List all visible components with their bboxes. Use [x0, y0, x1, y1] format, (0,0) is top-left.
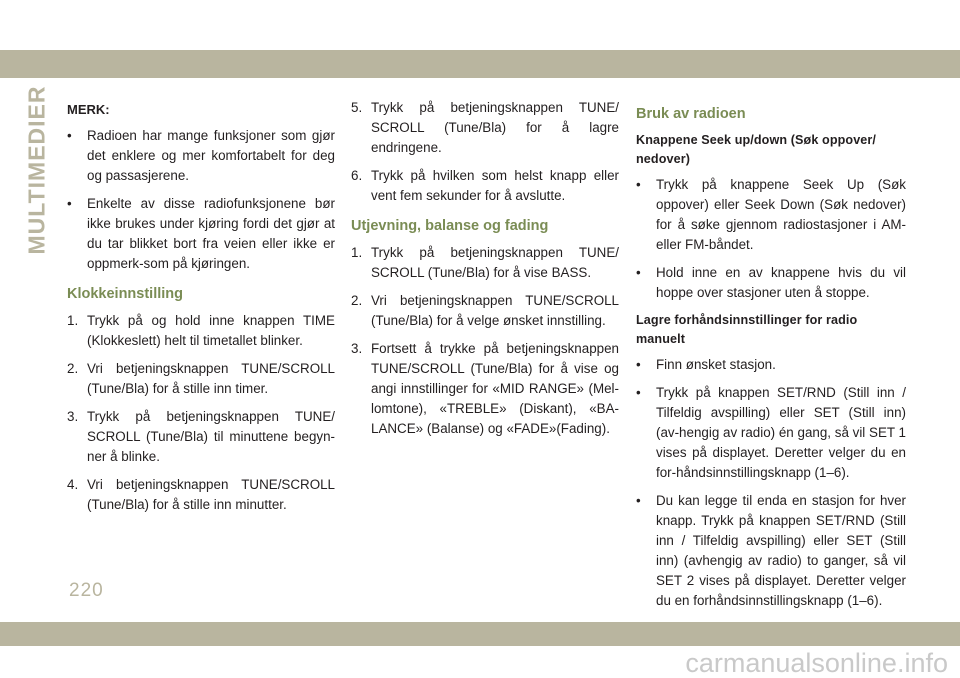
footer-bar — [0, 622, 960, 646]
step-number: 1. — [351, 245, 363, 260]
step-number: 3. — [351, 341, 363, 356]
clock-step — [67, 407, 335, 467]
page-number: 220 — [69, 580, 104, 601]
chapter-tab-label: MULTIMEDIER — [23, 85, 50, 255]
note-bullet — [67, 194, 335, 274]
column-2 — [351, 98, 619, 447]
step-number: 1. — [67, 313, 79, 328]
column-3 — [636, 98, 906, 619]
step-text: Trykk på betjeningsknappen TUNE/ SCROLL (Tune/Bla) for å lagre endringene. — [371, 100, 619, 155]
note-label: MERK: — [67, 102, 110, 117]
bullet-marker: • — [67, 196, 72, 211]
step-number: 6. — [351, 168, 363, 183]
eq-step — [351, 291, 619, 331]
step-text: Vri betjeningsknappen TUNE/SCROLL (Tune/Bla) for å stille inn minutter. — [87, 477, 335, 512]
bullet-marker: • — [636, 265, 641, 280]
preset-bullet — [636, 383, 906, 483]
note-bullet — [67, 126, 335, 186]
step-number: 2. — [67, 361, 79, 376]
section-title-radio: Bruk av radioen — [636, 106, 746, 122]
clock-step — [351, 98, 619, 158]
header-band — [0, 0, 960, 78]
bullet-text: Finn ønsket stasjon. — [656, 357, 776, 372]
clock-step — [351, 166, 619, 206]
bullet-text: Du kan legge til enda en stasjon for hver knapp. Trykk på knappen SET/RND (Still inn / Tilfeldig avspilling) eller SET (Still inn) (avhengig av radio) to ganger, så vil SET 2 vises på displayet. Deretter velger du en forhåndsinnstillingsknapp (1–6). — [656, 493, 906, 608]
clock-step — [67, 359, 335, 399]
section-title-equalizer: Utjevning, balanse og fading — [351, 218, 549, 234]
note-bullet-text: Enkelte av disse radiofunksjonene bør ikke brukes under kjøring fordi det gjør at du tar blikket bort fra veien eller ikke er oppmerk-som på kjøringen. — [87, 196, 335, 271]
bullet-text: Hold inne en av knappene hvis du vil hoppe over stasjoner uten å stoppe. — [656, 265, 906, 300]
bullet-text: Trykk på knappen SET/RND (Still inn / Tilfeldig avspilling) eller SET (Still inn) (av-hengig av radio) én gang, så vil SET 1 vises på displayet. Deretter velger du en for-håndsinnstillingsknapp (1–6). — [656, 385, 906, 480]
step-number: 2. — [351, 293, 363, 308]
section-title-clock: Klokkeinnstilling — [67, 286, 184, 302]
step-number: 4. — [67, 477, 79, 492]
step-text: Vri betjeningsknappen TUNE/SCROLL (Tune/Bla) for å stille inn timer. — [87, 361, 335, 396]
subhead-seek: Knappene Seek up/down (Søk oppover/ nedover) — [636, 133, 877, 166]
step-text: Vri betjeningsknappen TUNE/SCROLL (Tune/Bla) for å velge ønsket innstilling. — [371, 293, 619, 328]
eq-step — [351, 339, 619, 439]
clock-step — [67, 475, 335, 515]
watermark-text[interactable]: carmanualsonline.info — [685, 648, 948, 678]
bullet-marker: • — [636, 357, 641, 372]
step-text: Trykk på betjeningsknappen TUNE/ SCROLL (Tune/Bla) for å vise BASS. — [371, 245, 619, 280]
footer-band — [0, 622, 960, 678]
header-bar — [0, 50, 960, 78]
eq-step — [351, 243, 619, 283]
bullet-marker: • — [67, 128, 72, 143]
step-number: 5. — [351, 100, 363, 115]
seek-bullet — [636, 175, 906, 255]
step-number: 3. — [67, 409, 79, 424]
preset-bullet — [636, 355, 906, 375]
preset-bullet — [636, 491, 906, 611]
bullet-text: Trykk på knappene Seek Up (Søk oppover) eller Seek Down (Søk nedover) for å søke gjennom radiostasjoner i AM- eller FM-båndet. — [656, 177, 906, 252]
clock-step — [67, 311, 335, 351]
step-text: Fortsett å trykke på betjeningsknappen TUNE/SCROLL (Tune/Bla) for å vise og angi innstillinger for «MID RANGE» (Mel-lomtone), «TREBLE» (Diskant), «BA-LANCE» (Balanse) og «FADE»(Fading). — [371, 341, 619, 436]
note-bullet-text: Radioen har mange funksjoner som gjør det enklere og mer komfortabelt for deg og passasjerene. — [87, 128, 335, 183]
step-text: Trykk på og hold inne knappen TIME (Klokkeslett) helt til timetallet blinker. — [87, 313, 335, 348]
bullet-marker: • — [636, 493, 641, 508]
column-1 — [67, 98, 335, 523]
step-text: Trykk på hvilken som helst knapp eller vent fem sekunder for å avslutte. — [371, 168, 619, 203]
seek-bullet — [636, 263, 906, 303]
bullet-marker: • — [636, 177, 641, 192]
chapter-tab — [22, 85, 52, 255]
subhead-preset: Lagre forhåndsinnstillinger for radio manuelt — [636, 313, 858, 346]
step-text: Trykk på betjeningsknappen TUNE/ SCROLL (Tune/Bla) til minuttene begyn-ner å blinke. — [87, 409, 335, 464]
bullet-marker: • — [636, 385, 641, 400]
